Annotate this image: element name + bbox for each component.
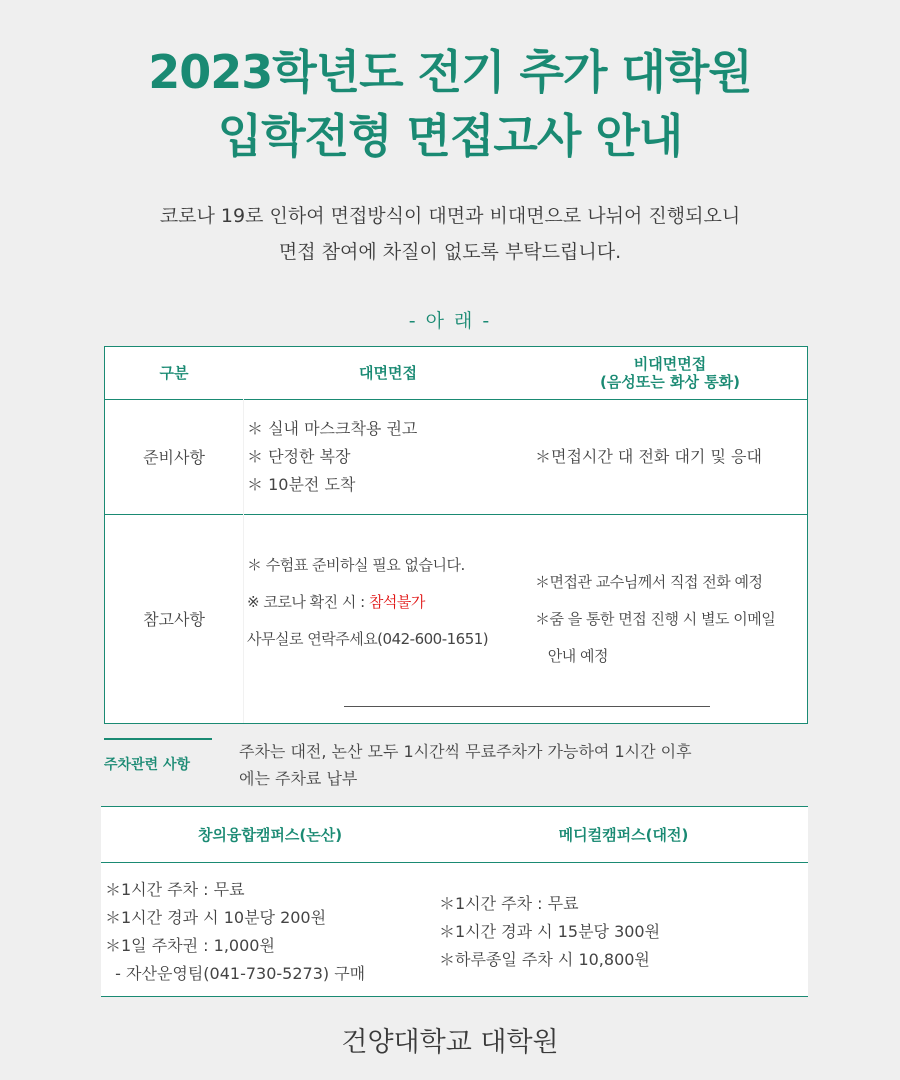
row-label: 참고사항	[143, 610, 205, 629]
header-daejeon: 메디컬캠퍼스(대전)	[558, 826, 689, 844]
column-divider	[243, 514, 244, 723]
table-row-preparation	[105, 399, 807, 515]
table-row-notes	[105, 514, 807, 723]
list-item: ＊1시간 주차 : 무료	[105, 880, 245, 899]
parking-line-2: 에는 주차료 납부	[239, 769, 358, 788]
list-item: ＊줌 을 통한 면접 진행 시 별도 이메일	[535, 610, 776, 628]
intro-line-1: 코로나 19로 인하여 면접방식이 대면과 비대면으로 나뉘어 진행되오니	[159, 205, 741, 227]
header-remote	[533, 347, 807, 399]
interview-table-header	[105, 347, 807, 400]
parking-label: 주차관련 사항	[104, 738, 212, 774]
intro-text	[0, 198, 900, 270]
intro-line-2: 면접 참여에 차질이 없도록 부탁드립니다.	[278, 241, 622, 263]
nonsan-parking-info	[105, 876, 365, 988]
divider	[344, 706, 710, 707]
header-in-person: 대면면접	[359, 364, 417, 382]
list-item: ＊1시간 경과 시 10분당 200원	[105, 908, 327, 927]
list-item: ＊ 10분전 도착	[247, 475, 356, 494]
covid-note: ※ 코로나 확진 시 :	[247, 593, 369, 611]
title-line-2: 입학전형 면접고사 안내	[217, 109, 683, 163]
list-item: ＊1일 주차권 : 1,000원	[105, 936, 275, 955]
parking-table-header	[101, 807, 808, 863]
interview-table	[104, 346, 808, 724]
remote-preparation	[535, 443, 762, 471]
header-category: 구분	[159, 364, 189, 382]
no-attendance-highlight: 참석불가	[368, 593, 425, 611]
column-divider	[243, 399, 244, 514]
title-line-1: 2023학년도 전기 추가 대학원	[148, 45, 752, 99]
footer-institution: 건양대학교 대학원	[341, 1027, 559, 1058]
list-item: 사무실로 연락주세요(042-600-1651)	[247, 630, 489, 648]
list-item: 안내 예정	[535, 647, 609, 665]
list-item: ＊ 수험표 준비하실 필요 없습니다.	[247, 556, 465, 574]
in-person-notes	[247, 547, 488, 658]
parking-section	[104, 738, 808, 796]
header-remote-line-2: (음성또는 화상 통화)	[599, 373, 741, 391]
header-nonsan: 창의융합캠퍼스(논산)	[197, 826, 343, 844]
daejeon-parking-info	[439, 890, 660, 974]
parking-description	[239, 738, 779, 792]
parking-table	[101, 806, 808, 997]
list-item: ＊1시간 경과 시 15분당 300원	[439, 922, 661, 941]
list-item: ＊1시간 주차 : 무료	[439, 894, 579, 913]
list-item: ＊ 단정한 복장	[247, 447, 351, 466]
in-person-preparation	[247, 415, 417, 499]
list-item: ＊하루종일 주차 시 10,800원	[439, 950, 650, 969]
row-label: 준비사항	[143, 448, 205, 467]
list-item: ＊면접관 교수님께서 직접 전화 예정	[535, 573, 763, 591]
list-item: ＊ 실내 마스크착용 권고	[247, 419, 418, 438]
header-remote-line-1: 비대면면접	[633, 355, 707, 373]
list-item	[247, 584, 488, 621]
remote-notes	[535, 564, 775, 675]
page-title	[0, 40, 900, 168]
parking-line-1: 주차는 대전, 논산 모두 1시간씩 무료주차가 가능하여 1시간 이후	[239, 742, 692, 761]
notice-label: - 아 래 -	[408, 310, 492, 332]
list-item: ＊면접시간 대 전화 대기 및 응대	[535, 447, 762, 466]
list-item: - 자산운영팀(041-730-5273) 구매	[105, 964, 366, 983]
